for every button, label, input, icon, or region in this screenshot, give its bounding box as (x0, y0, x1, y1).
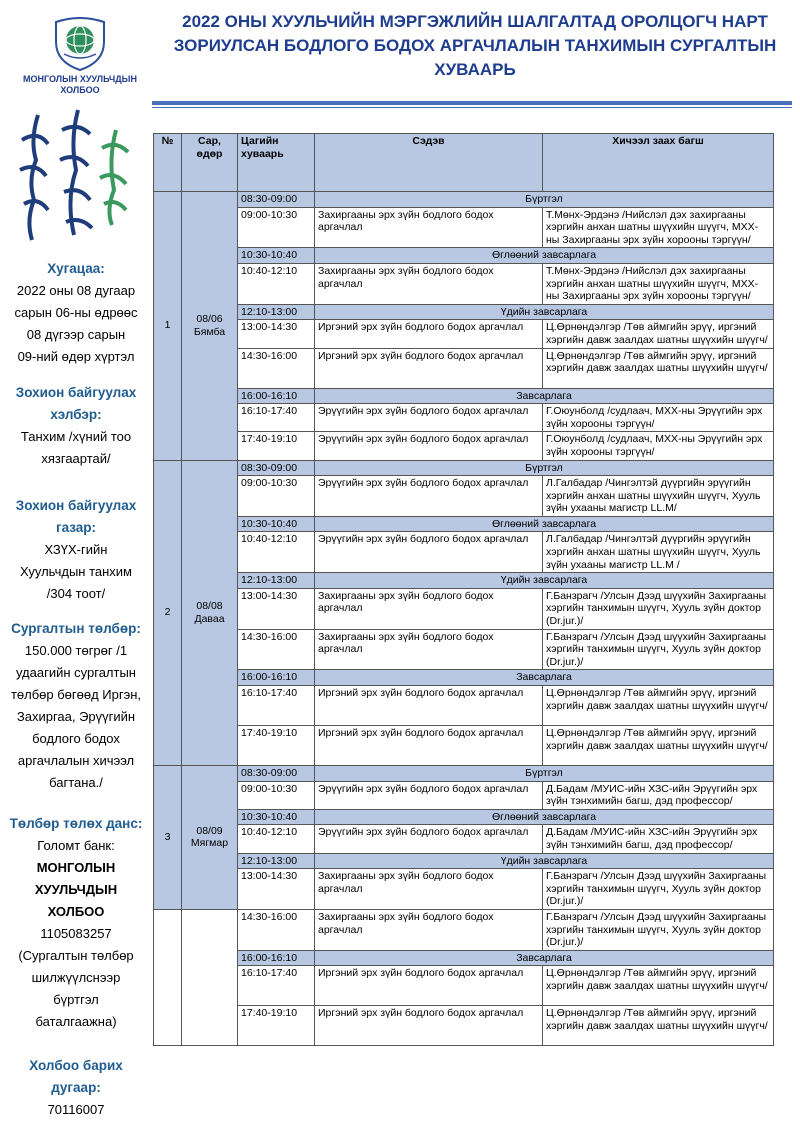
table-row (154, 686, 774, 726)
org-logo-icon (50, 12, 110, 72)
time-cell: 10:30-10:40 (238, 516, 315, 532)
table-row (154, 629, 774, 670)
topic-cell: Эрүүгийн эрх зүйн бодлого бодох аргачлал (315, 476, 543, 517)
time-cell: 17:40-19:10 (238, 432, 315, 460)
break-row (154, 853, 774, 869)
time-cell: 14:30-16:00 (238, 909, 315, 950)
form-heading: хэлбэр: (50, 407, 102, 422)
topic-cell: Иргэний эрх зүйн бодлого бодох аргачлал (315, 686, 543, 726)
break-row (154, 670, 774, 686)
contact-heading: дугаар: (51, 1080, 101, 1095)
break-row (154, 388, 774, 404)
topic-cell: Эрүүгийн эрх зүйн бодлого бодох аргачлал (315, 825, 543, 853)
org-name (4, 74, 156, 96)
account-note: (Сургалтын төлбөр (18, 948, 134, 963)
topic-cell: Иргэний эрх зүйн бодлого бодох аргачлал (315, 966, 543, 1006)
time-cell: 13:00-14:30 (238, 869, 315, 910)
day-date: 08/08 (196, 600, 223, 613)
header-day-line: өдөр (196, 147, 223, 160)
time-cell: 16:10-17:40 (238, 966, 315, 1006)
table-row (154, 320, 774, 348)
header-time-line: Цагийн (241, 135, 279, 147)
day-date: 08/06 (196, 313, 223, 326)
table-row (154, 432, 774, 460)
duration-line: сарын 06-ны өдрөөс (14, 305, 138, 320)
time-cell: 16:00-16:10 (238, 670, 315, 686)
place-line: /304 тоот/ (46, 586, 106, 601)
header-day-line: Сар, (198, 135, 221, 147)
day-number-cell: 2 (154, 460, 182, 766)
time-cell: 10:40-12:10 (238, 825, 315, 853)
duration-line: 08 дүгээр сарын (26, 327, 126, 342)
day-number-cell (154, 909, 182, 1045)
mongolian-script-calligraphy-icon (8, 100, 138, 250)
contact-block (0, 1055, 152, 1121)
table-row (154, 404, 774, 432)
time-cell: 13:00-14:30 (238, 320, 315, 348)
place-line: Хуульчдын танхим (20, 564, 132, 579)
time-cell: 08:30-09:00 (238, 192, 315, 208)
teacher-cell: Л.Галбадар /Чингэлтэй дүүргийн эрүүгийн хэргийн анхан шатны шүүхийн шүүгч, Хууль зүйн ухааны магистр LL.M / (543, 532, 774, 573)
day-number-cell: 1 (154, 192, 182, 461)
time-cell: 14:30-16:00 (238, 629, 315, 670)
teacher-cell: Д.Бадам /МУИС-ийн ХЗС-ийн Эрүүгийн эрх зүйн тэнхимийн багш, дэд профессор/ (543, 825, 774, 853)
break-label: Өглөөний завсарлага (315, 516, 774, 532)
duration-block (0, 258, 152, 368)
time-cell: 16:00-16:10 (238, 388, 315, 404)
day-weekday: Даваа (194, 612, 225, 625)
duration-heading: Хугацаа: (47, 261, 105, 276)
form-block (0, 382, 152, 470)
fee-heading: Сургалтын төлбөр: (11, 621, 141, 636)
time-cell: 16:10-17:40 (238, 404, 315, 432)
page-title (160, 10, 790, 82)
account-holder: ХОЛБОО (47, 904, 105, 919)
account-holder: МОНГОЛЫН (36, 860, 116, 875)
title-line: ХУВААРЬ (434, 60, 516, 79)
time-cell: 17:40-19:10 (238, 726, 315, 766)
time-cell: 12:10-13:00 (238, 304, 315, 320)
account-note: шилжүүлснээр (31, 970, 121, 985)
teacher-cell: Т.Мөнх-Эрдэнэ /Нийслэл дэх захиргааны хэргийн анхан шатны шүүхийн шүүгч, МХХ-ны Захиргааны эрх зүйн хорооны тэргүүн/ (543, 207, 774, 248)
day-weekday: Бямба (193, 325, 226, 338)
topic-cell: Эрүүгийн эрх зүйн бодлого бодох аргачлал (315, 404, 543, 432)
table-row (154, 476, 774, 517)
contact-phone: 70116007 (47, 1102, 105, 1117)
time-cell: 17:40-19:10 (238, 1006, 315, 1046)
break-label: Өглөөний завсарлага (315, 248, 774, 264)
teacher-cell: Г.Оюунболд /судлаач, МХХ-ны Эрүүгийн эрх зүйн хорооны тэргүүн/ (543, 404, 774, 432)
fee-line: 150.000 төгрөг /1 (24, 643, 128, 658)
header-topic: Сэдэв (315, 134, 543, 192)
fee-line: төлбөр бөгөөд Иргэн, (10, 687, 142, 702)
place-line: ХЗҮХ-гийн (44, 542, 108, 557)
form-line: хязгаартай/ (41, 451, 111, 466)
teacher-cell: Ц.Өрнөндэлгэр /Төв аймгийн эрүү, иргэний хэргийн давж заалдах шатны шүүхийн шүүгч/ (543, 726, 774, 766)
table-row (154, 263, 774, 304)
topic-cell: Захиргааны эрх зүйн бодлого бодох аргачлал (315, 869, 543, 910)
teacher-cell: Г.Банзрагч /Улсын Дээд шүүхийн Захиргааны хэргийн танхимын шүүгч, Хууль зүйн доктор (Dr.jur.)/ (543, 588, 774, 629)
topic-cell: Захиргааны эрх зүйн бодлого бодох аргачлал (315, 909, 543, 950)
time-cell: 08:30-09:00 (238, 766, 315, 782)
fee-line: бодлого бодох (32, 731, 120, 746)
fee-line: багтана./ (49, 775, 103, 790)
org-name-line2: ХОЛБОО (60, 85, 100, 95)
account-note: бүртгэл (53, 992, 99, 1007)
table-row (154, 781, 774, 809)
time-cell: 12:10-13:00 (238, 573, 315, 589)
contact-heading: Холбоо барих (29, 1058, 123, 1073)
time-cell: 09:00-10:30 (238, 207, 315, 248)
topic-cell: Эрүүгийн эрх зүйн бодлого бодох аргачлал (315, 532, 543, 573)
topic-cell: Эрүүгийн эрх зүйн бодлого бодох аргачлал (315, 781, 543, 809)
header-teacher: Хичээл заах багш (543, 134, 774, 192)
topic-cell: Захиргааны эрх зүйн бодлого бодох аргачлал (315, 629, 543, 670)
topic-cell: Иргэний эрх зүйн бодлого бодох аргачлал (315, 1006, 543, 1046)
time-cell: 08:30-09:00 (238, 460, 315, 476)
place-heading: газар: (55, 520, 97, 535)
teacher-cell: Ц.Өрнөндэлгэр /Төв аймгийн эрүү, иргэний хэргийн давж заалдах шатны шүүхийн шүүгч/ (543, 1006, 774, 1046)
title-line: 2022 ОНЫ ХУУЛЬЧИЙН МЭРГЭЖЛИЙН ШАЛГАЛТАД ОРОЛЦОГЧ НАРТ (182, 12, 768, 31)
place-block (0, 495, 152, 605)
time-cell: 14:30-16:00 (238, 348, 315, 388)
break-row (154, 304, 774, 320)
fee-block (0, 618, 152, 794)
table-row (154, 348, 774, 388)
teacher-cell: Г.Банзрагч /Улсын Дээд шүүхийн Захиргааны хэргийн танхимын шүүгч, Хууль зүйн доктор (Dr.jur.)/ (543, 629, 774, 670)
table-row (154, 869, 774, 910)
teacher-cell: Ц.Өрнөндэлгэр /Төв аймгийн эрүү, иргэний хэргийн давж заалдах шатны шүүхийн шүүгч/ (543, 348, 774, 388)
title-divider (152, 101, 792, 105)
break-row (154, 573, 774, 589)
teacher-cell: Г.Оюунболд /судлаач, МХХ-ны Эрүүгийн эрх зүйн хорооны тэргүүн/ (543, 432, 774, 460)
table-row (154, 966, 774, 1006)
header-no: № (154, 134, 182, 192)
break-row (154, 766, 774, 782)
break-row (154, 460, 774, 476)
break-row (154, 516, 774, 532)
account-bank: Голомт банк: (37, 838, 115, 853)
time-cell: 10:30-10:40 (238, 809, 315, 825)
account-holder: ХУУЛЬЧДЫН (34, 882, 118, 897)
topic-cell: Захиргааны эрх зүйн бодлого бодох аргачлал (315, 588, 543, 629)
day-date: 08/09 (196, 824, 223, 837)
topic-cell: Иргэний эрх зүйн бодлого бодох аргачлал (315, 348, 543, 388)
title-line: ЗОРИУЛСАН БОДЛОГО БОДОХ АРГАЧЛАЛЫН ТАНХИМЫН СУРГАЛТЫН (173, 36, 777, 55)
break-label: Бүртгэл (315, 766, 774, 782)
table-row (154, 1006, 774, 1046)
day-date-cell (182, 909, 238, 1045)
break-label: Үдийн завсарлага (315, 573, 774, 589)
fee-line: Захиргаа, Эрүүгийн (16, 709, 136, 724)
account-number: 1105083257 (40, 926, 112, 941)
teacher-cell: Ц.Өрнөндэлгэр /Төв аймгийн эрүү, иргэний хэргийн давж заалдах шатны шүүхийн шүүгч/ (543, 686, 774, 726)
day-date-cell (182, 460, 238, 766)
teacher-cell: Д.Бадам /МУИС-ийн ХЗС-ийн Эрүүгийн эрх зүйн тэнхимийн багш, дэд профессор/ (543, 781, 774, 809)
place-heading: Зохион байгуулах (15, 498, 137, 513)
day-date-cell (182, 192, 238, 461)
org-name-line1: МОНГОЛЫН ХУУЛЬЧДЫН (23, 74, 137, 84)
form-line: Танхим /хүний тоо (20, 429, 132, 444)
break-label: Бүртгэл (315, 460, 774, 476)
table-row (154, 207, 774, 248)
teacher-cell: Л.Галбадар /Чингэлтэй дүүргийн эрүүгийн хэргийн анхан шатны шүүхийн шүүгч, Хууль зүйн ухааны магистр LL.M/ (543, 476, 774, 517)
break-label: Завсарлага (315, 950, 774, 966)
account-block (0, 813, 152, 1033)
header-time-line: хуваарь (241, 147, 284, 160)
time-cell: 10:40-12:10 (238, 532, 315, 573)
table-header-row (154, 134, 774, 192)
schedule-body (154, 192, 774, 1046)
time-cell: 16:10-17:40 (238, 686, 315, 726)
teacher-cell: Г.Банзрагч /Улсын Дээд шүүхийн Захиргааны хэргийн танхимын шүүгч, Хууль зүйн доктор (Dr.jur.)/ (543, 909, 774, 950)
account-note: баталгаажна) (35, 1014, 117, 1029)
duration-line: 09-ний өдөр хүртэл (17, 349, 135, 364)
day-weekday: Мягмар (190, 837, 229, 850)
form-heading: Зохион байгуулах (15, 385, 137, 400)
topic-cell: Эрүүгийн эрх зүйн бодлого бодох аргачлал (315, 432, 543, 460)
day-date-cell (182, 766, 238, 910)
teacher-cell: Т.Мөнх-Эрдэнэ /Нийслэл дэх захиргааны хэргийн анхан шатны шүүхийн шүүгч, МХХ-ны Захиргааны эрх зүйн хорооны тэргүүн/ (543, 263, 774, 304)
table-row (154, 588, 774, 629)
time-cell: 09:00-10:30 (238, 476, 315, 517)
break-row (154, 950, 774, 966)
duration-line: 2022 оны 08 дугаар (16, 283, 136, 298)
break-row (154, 192, 774, 208)
teacher-cell: Ц.Өрнөндэлгэр /Төв аймгийн эрүү, иргэний хэргийн давж заалдах шатны шүүхийн шүүгч/ (543, 320, 774, 348)
teacher-cell: Ц.Өрнөндэлгэр /Төв аймгийн эрүү, иргэний хэргийн давж заалдах шатны шүүхийн шүүгч/ (543, 966, 774, 1006)
fee-line: аргачлалын хичээл (17, 753, 135, 768)
break-row (154, 809, 774, 825)
day-number-cell: 3 (154, 766, 182, 910)
schedule-table (153, 133, 774, 1046)
fee-line: удаагийн сургалтын (15, 665, 136, 680)
table-row (154, 532, 774, 573)
teacher-cell: Г.Банзрагч /Улсын Дээд шүүхийн Захиргааны хэргийн танхимын шүүгч, Хууль зүйн доктор (Dr.jur.)/ (543, 869, 774, 910)
sidebar (0, 0, 152, 1131)
time-cell: 12:10-13:00 (238, 853, 315, 869)
table-row (154, 825, 774, 853)
break-row (154, 248, 774, 264)
topic-cell: Захиргааны эрх зүйн бодлого бодох аргачлал (315, 263, 543, 304)
break-label: Өглөөний завсарлага (315, 809, 774, 825)
time-cell: 10:30-10:40 (238, 248, 315, 264)
time-cell: 10:40-12:10 (238, 263, 315, 304)
break-label: Үдийн завсарлага (315, 304, 774, 320)
time-cell: 09:00-10:30 (238, 781, 315, 809)
table-row (154, 909, 774, 950)
header-time (238, 134, 315, 192)
header-day (182, 134, 238, 192)
topic-cell: Захиргааны эрх зүйн бодлого бодох аргачлал (315, 207, 543, 248)
time-cell: 13:00-14:30 (238, 588, 315, 629)
account-heading: Төлбөр төлөх данс: (9, 816, 143, 831)
table-row (154, 726, 774, 766)
topic-cell: Иргэний эрх зүйн бодлого бодох аргачлал (315, 320, 543, 348)
break-label: Бүртгэл (315, 192, 774, 208)
time-cell: 16:00-16:10 (238, 950, 315, 966)
break-label: Завсарлага (315, 670, 774, 686)
break-label: Үдийн завсарлага (315, 853, 774, 869)
title-divider-thin (152, 107, 792, 108)
topic-cell: Иргэний эрх зүйн бодлого бодох аргачлал (315, 726, 543, 766)
break-label: Завсарлага (315, 388, 774, 404)
